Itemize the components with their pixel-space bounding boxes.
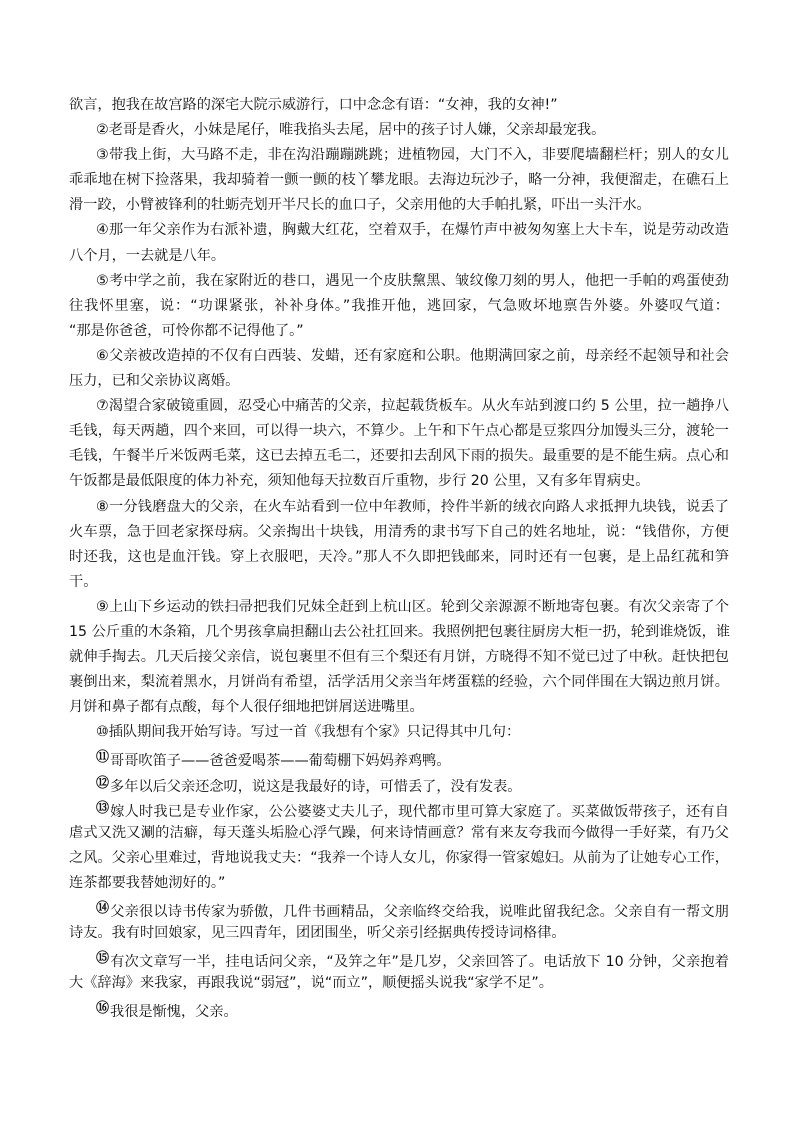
line-text: ⑨上山下乡运动的铁扫帚把我们兄妹全赶到上杭山区。轮到父亲源源不断地寄包裹。有次父亲寄了个 [96, 598, 729, 615]
line-text: 连茶都要我替她沏好的。” [69, 874, 226, 891]
text-line [69, 394, 729, 419]
text-line [69, 620, 729, 645]
line-text: 大《辞海》来我家，再跟我说“弱冠”，说“而立”，顺便摇头说我“家学不足”。 [69, 975, 553, 992]
line-text: 往我怀里塞，说：“功课紧张，补补身体。”我推开他，逃回家，气急败坏地禀告外婆。外婆叹气道： [69, 297, 729, 314]
paragraph-number: ⑪ [96, 750, 110, 766]
line-text: 干。 [69, 573, 98, 590]
line-text: ⑧一分钱磨盘大的父亲，在火车站看到一位中年教师，拎件半新的绒衣向路人求抵押九块钱，说丢了 [96, 498, 729, 515]
line-text: ③带我上街，大马路不走，非在沟沿蹦蹦跳跳；进植物园，大门不入，非要爬墙翻栏杆；别人的女儿 [96, 147, 729, 164]
paragraph [69, 344, 729, 394]
text-line [69, 244, 729, 269]
paragraph [69, 394, 729, 494]
line-text: 诗友。我有时回娘家，见三四青年，团团围坐，听父亲引经据典传授诗词格律。 [69, 925, 566, 942]
line-text: 虐式又洗又涮的洁癖，每天蓬头垢脸心浮气躁，何来诗情画意？常有来友夸我而今做得一手好菜，有乃父 [69, 824, 729, 841]
paragraph-number: ⑮ [96, 951, 110, 967]
line-text: 八个月，一去就是八年。 [69, 247, 226, 264]
paragraph [69, 93, 729, 118]
text-line [69, 93, 729, 118]
text-line [69, 218, 729, 243]
text-line [69, 545, 729, 570]
paragraph [69, 771, 729, 796]
paragraph-number: ⑭ [96, 901, 110, 916]
line-text: 时还我，这也是血汗钱。穿上衣服吧，天冷。”那人不久即把钱邮来，同时还有一包裹，是上品红菰和笋 [69, 548, 729, 565]
paragraph [69, 996, 729, 1021]
text-line [69, 771, 729, 796]
text-line [69, 846, 729, 871]
line-text: 父亲很以诗书传家为骄傲，几件书画精品，父亲临终交给我，说唯此留我纪念。父亲自有一帮文朋 [110, 904, 729, 920]
text-line [69, 294, 729, 319]
line-text: 多年以后父亲还念叨，说这是我最好的诗，可惜丢了，没有发表。 [110, 778, 522, 795]
text-line [69, 269, 729, 294]
line-text: 就伸手掏去。几天后接父亲信，说包裹里不但有三个梨还有月饼，方晓得不知不觉已过了中秋。赶快把包 [69, 649, 729, 666]
text-line [69, 695, 729, 720]
text-line [69, 168, 729, 193]
line-text: 我很是惭愧，父亲。 [110, 1004, 238, 1021]
paragraph [69, 720, 729, 745]
text-line [69, 570, 729, 595]
text-line [69, 670, 729, 695]
line-text: ④那一年父亲作为右派补遗，胸戴大红花，空着双手，在爆竹声中被匆匆塞上大卡车，说是劳动改造 [96, 222, 729, 239]
line-text: 哥哥吹笛子——爸爸爱喝茶——葡萄棚下妈妈养鸡鸭。 [110, 753, 451, 770]
line-text: 午饭都是最低限度的体力补充，须知他每天拉数百斤重物，步行 20 公里，又有多年胃病史。 [69, 473, 650, 490]
text-line [69, 444, 729, 469]
line-text: 裹倒出来，梨流着黑水，月饼尚有希望，活学活用父亲当年烤蛋糕的经验，六个同伴围在大锅边煎月饼。 [69, 674, 729, 691]
text-line [69, 796, 729, 821]
text-line [69, 369, 729, 394]
line-text: ⑤考中学之前，我在家附近的巷口，遇见一个皮肤黧黑、皱纹像刀刻的男人，他把一手帕的鸡蛋使劲 [96, 272, 729, 289]
text-line [69, 971, 729, 996]
line-text: 月饼和鼻子都有点酸，每个人很仔细地把饼屑送进嘴里。 [69, 699, 424, 716]
text-line [69, 745, 729, 770]
paragraph [69, 946, 729, 996]
paragraph [69, 143, 729, 218]
text-line [69, 344, 729, 369]
text-line [69, 871, 729, 896]
text-line [69, 118, 729, 143]
paragraph [69, 118, 729, 143]
text-line [69, 595, 729, 620]
text-line [69, 143, 729, 168]
line-text: 有次文章写一半，挂电话问父亲，“及笄之年”是几岁，父亲回答了。电话放下 10 分钟，父亲抱着 [110, 954, 729, 971]
line-text: 压力，已和父亲协议离婚。 [69, 373, 240, 390]
line-text: 毛钱，午餐半斤米饭两毛菜，这已去掉五毛二，还要扣去刮风下雨的损失。最重要的是不能生病。点心和 [69, 448, 729, 465]
paragraph-number: ⑯ [96, 1001, 110, 1017]
document-body [69, 93, 729, 1021]
text-line [69, 193, 729, 218]
text-line [69, 319, 729, 344]
line-text: 15 公斤重的木条箱，几个男孩拿扁担翻山去公社扛回来。我照例把包裹往厨房大柜一扔，轮到谁烧饭，谁 [69, 623, 731, 640]
text-line [69, 469, 729, 494]
paragraph [69, 745, 729, 770]
text-line [69, 821, 729, 846]
text-line [69, 896, 729, 921]
line-text: ⑥父亲被改造掉的不仅有白西装、发蜡，还有家庭和公职。他期满回家之前，母亲经不起领导和社会 [96, 347, 729, 364]
paragraph [69, 595, 729, 720]
paragraph [69, 218, 729, 268]
line-text: 乖乖地在树下捡落果，我却骑着一颤一颤的枝丫攀龙眼。去海边玩沙子，略一分神，我便溜走，在礁石上 [69, 172, 729, 189]
line-text: 之风。父亲心里难过，背地说我丈夫：“我养一个诗人女儿，你家得一管家媳妇。从前为了让她专心工作， [69, 849, 729, 866]
line-text: ②老哥是香火，小妹是尾仔，唯我掐头去尾，居中的孩子讨人嫌，父亲却最宠我。 [96, 122, 606, 139]
line-text: 毛钱，每天两趟，四个来回，可以得一块六，不算少。上午和下午点心都是豆浆四分加馒头三分，渡轮一 [69, 423, 729, 440]
line-text: ⑩插队期间我开始写诗。写过一首《我想有个家》只记得其中几句： [96, 724, 521, 741]
line-text: 火车票，急于回老家探母病。父亲掏出十块钱，用清秀的隶书写下自己的姓名地址，说：“钱借你，方便 [69, 523, 729, 540]
paragraph [69, 495, 729, 595]
text-line [69, 419, 729, 444]
text-line [69, 946, 729, 971]
line-text: ⑦渴望合家破镜重圆，忍受心中痛苦的父亲，拉起载货板车。从火车站到渡口约 5 公里，拉一趟挣八 [96, 398, 729, 415]
paragraph [69, 896, 729, 946]
line-text: 欲言，抱我在故宫路的深宅大院示威游行，口中念念有语：“女神，我的女神!” [69, 97, 558, 113]
line-text: 嫁人时我已是专业作家，公公婆婆丈夫儿子，现代都市里可算大家庭了。买菜做饭带孩子，还有自 [110, 803, 729, 820]
text-line [69, 520, 729, 545]
paragraph [69, 269, 729, 344]
paragraph-number: ⑬ [96, 800, 110, 816]
text-line [69, 996, 729, 1021]
line-text: 滑一跤，小臂被锋利的牡蛎壳划开半尺长的血口子，父亲用他的大手帕扎紧，吓出一头汗水。 [69, 197, 651, 214]
paragraph [69, 796, 729, 896]
text-line [69, 495, 729, 520]
text-line [69, 921, 729, 946]
text-line [69, 645, 729, 670]
text-line [69, 720, 729, 745]
paragraph-number: ⑫ [96, 775, 110, 791]
line-text: “那是你爸爸，可怜你都不记得他了。” [69, 322, 304, 339]
